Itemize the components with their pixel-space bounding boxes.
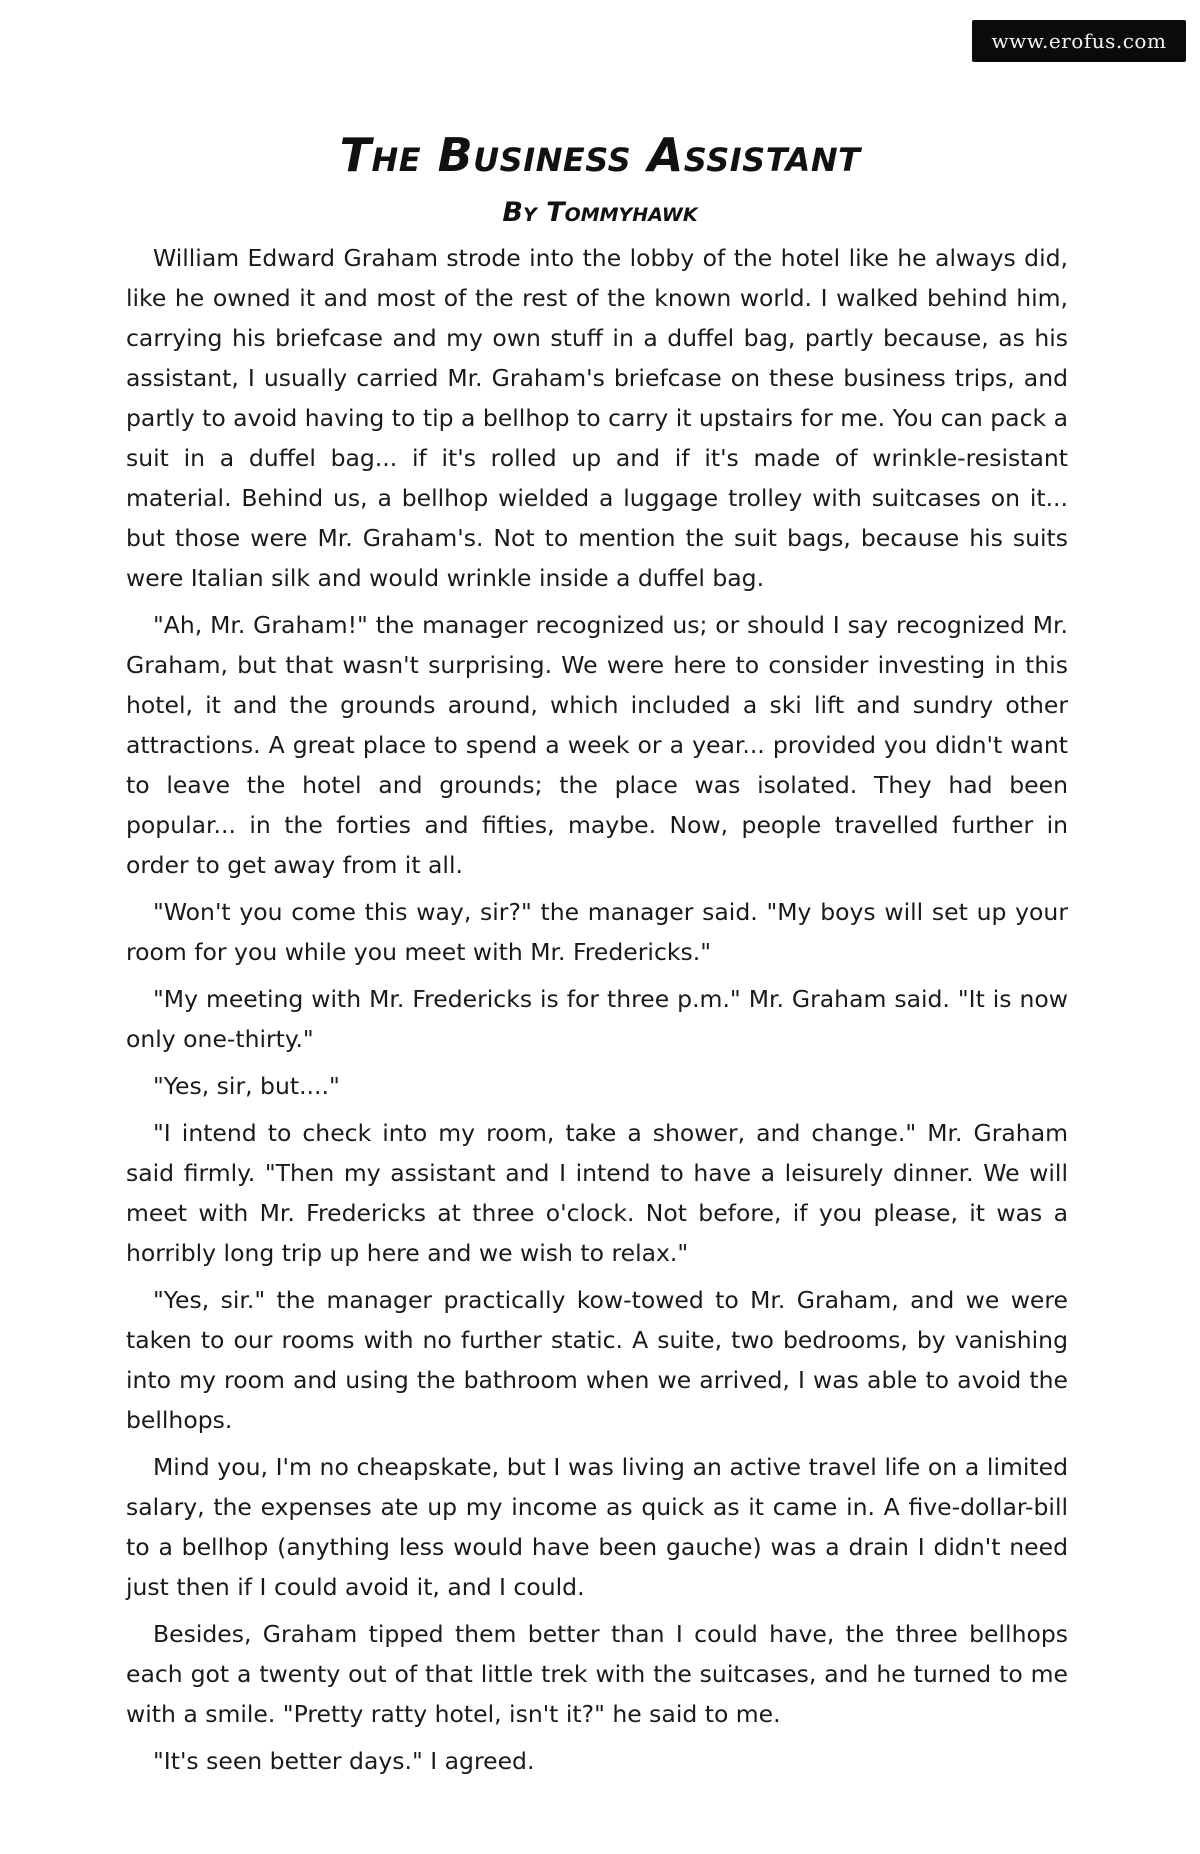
story-body — [126, 238, 1068, 1788]
paragraph: "Yes, sir, but...." — [153, 1072, 340, 1100]
paragraph: "It's seen better days." I agreed. — [153, 1747, 535, 1775]
paragraph: "I intend to check into my room, take a shower, and change." Mr. Graham said firmly. "Then my assistant and I intend to have a leisurely dinner. We will meet with Mr. Fredericks at three o'clock. Not before, if you please, it was a horribly long trip up here and we wish to relax." — [126, 1119, 1068, 1267]
story-byline: By Tommyhawk — [502, 197, 698, 228]
paragraph: Besides, Graham tipped them better than I could have, the three bellhops each got a twenty out of that little trek with the suitcases, and he turned to me with a smile. "Pretty ratty hotel, isn't it?" he said to me. — [126, 1620, 1068, 1728]
paragraph: "Ah, Mr. Graham!" the manager recognized us; or should I say recognized Mr. Graham, but that wasn't surprising. We were here to consider investing in this hotel, it and the grounds around, which included a ski lift and sundry other attractions. A great place to spend a week or a year... provided you didn't want to leave the hotel and grounds; the place was isolated. They had been popular... in the forties and fifties, maybe. Now, people travelled further in order to get away from it all. — [126, 611, 1068, 879]
story-title: The Business Assistant — [339, 128, 861, 182]
paragraph: William Edward Graham strode into the lobby of the hotel like he always did, like he owned it and most of the rest of the known world. I walked behind him, carrying his briefcase and my own stuff in a duffel bag, partly because, as his assistant, I usually carried Mr. Graham's briefcase on these business trips, and partly to avoid having to tip a bellhop to carry it upstairs for me. You can pack a suit in a duffel bag... if it's rolled up and if it's made of wrinkle-resistant material. Behind us, a bellhop wielded a luggage trolley with suitcases on it... but those were Mr. Graham's. Not to mention the suit bags, because his suits were Italian silk and would wrinkle inside a duffel bag. — [126, 244, 1068, 592]
paragraph: "Yes, sir." the manager practically kow-towed to Mr. Graham, and we were taken to our rooms with no further static. A suite, two bedrooms, by vanishing into my room and using the bathroom when we arrived, I was able to avoid the bellhops. — [126, 1286, 1068, 1434]
paragraph: Mind you, I'm no cheapskate, but I was living an active travel life on a limited salary, the expenses ate up my income as quick as it came in. A five-dollar-bill to a bellhop (anything less would have been gauche) was a drain I didn't need just then if I could avoid it, and I could. — [126, 1453, 1068, 1601]
paragraph: "My meeting with Mr. Fredericks is for three p.m." Mr. Graham said. "It is now only one-thirty." — [126, 985, 1068, 1053]
paragraph: "Won't you come this way, sir?" the manager said. "My boys will set up your room for you while you meet with Mr. Fredericks." — [126, 898, 1068, 966]
site-watermark: www.erofus.com — [972, 20, 1186, 62]
